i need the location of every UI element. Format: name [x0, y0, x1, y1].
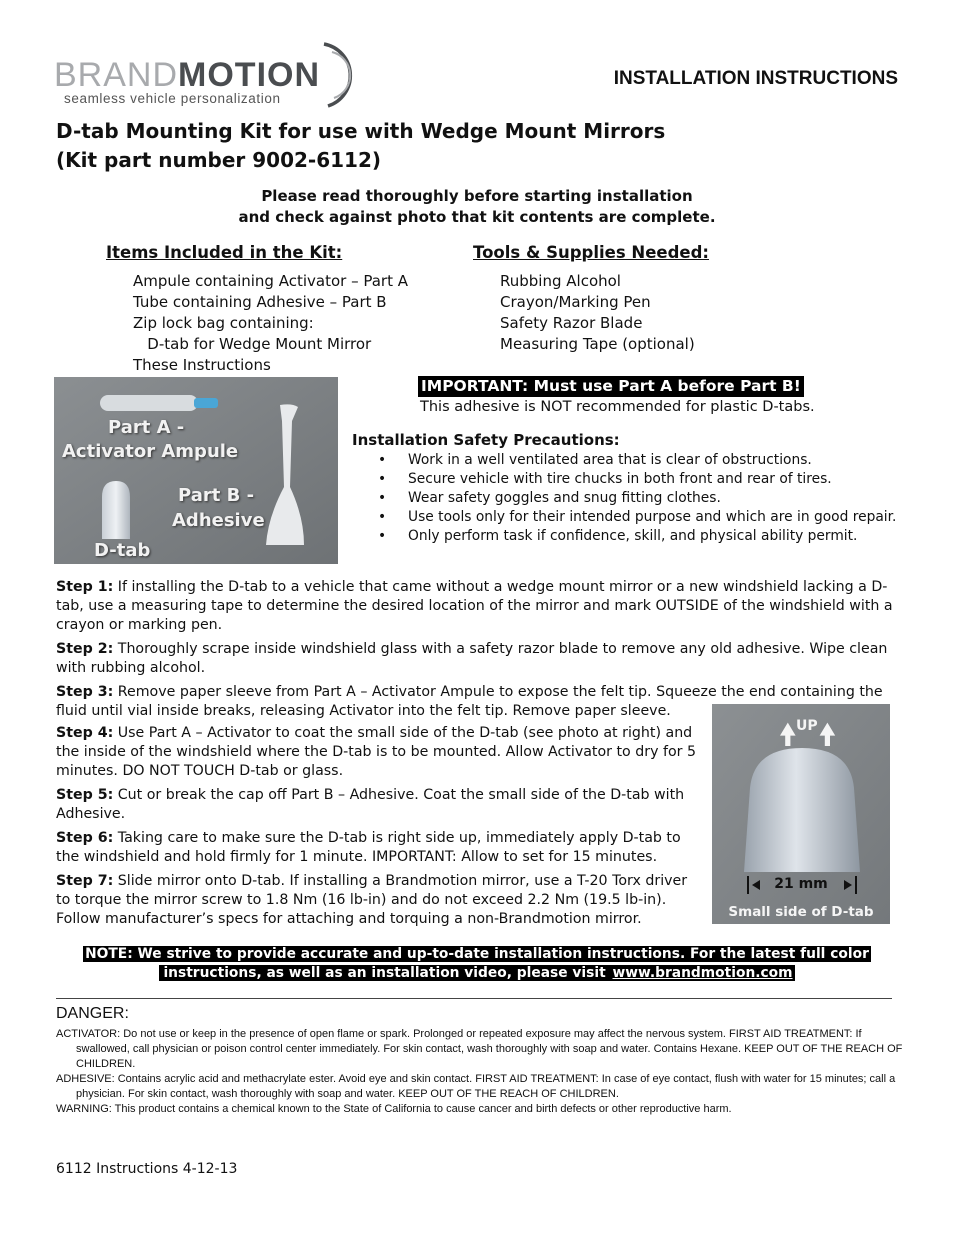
list-item: • Work in a well ventilated area that is clear of obstructions. — [378, 452, 812, 468]
logo-arc-icon — [318, 40, 364, 110]
safety-list — [378, 451, 896, 546]
logo-brand-dark: MOTION — [178, 56, 321, 94]
note-line-2: instructions, as well as an installation video, please visit www.brandmotion.com — [159, 965, 794, 981]
adhesive-warning: ADHESIVE: Contains acrylic acid and methacrylate ester. Avoid eye and skin contact. FIRST AID TREATMENT: In case of eye contact, flush with water for 15 minutes; call a physician. For skin contact, wash thoroughly with soap and water. KEEP OUT OF THE REACH OF CHILDREN. — [56, 1073, 896, 1100]
bullet-icon: • — [378, 471, 387, 487]
part-a-sublabel: Activator Ampule — [62, 441, 239, 462]
list-item: Safety Razor Blade — [500, 314, 643, 332]
list-item: These Instructions — [133, 356, 271, 374]
bullet-icon: • — [378, 452, 387, 468]
california-warning: WARNING: This product contains a chemical known to the State of California to cause cancer and birth defects or other reproductive harm. — [56, 1103, 732, 1115]
danger-heading: DANGER: — [56, 1005, 129, 1022]
part-b-label: Part B - — [178, 485, 255, 506]
brand-logo — [54, 58, 320, 92]
steps-narrow — [56, 724, 698, 934]
bullet-icon: • — [378, 509, 387, 525]
tools-heading: Tools & Supplies Needed: — [473, 243, 710, 262]
bullet-icon: • — [378, 528, 387, 544]
d-tab-label: D-tab — [94, 540, 151, 561]
note-line-1: NOTE: We strive to provide accurate and up-to-date installation instructions. For the latest full color — [85, 946, 869, 962]
step-1: Step 1: If installing the D-tab to a vehicle that came without a wedge mount mirror or a new windshield lacking a D-tab, use a measuring tape to determine the desired location of the mirror and mark OUTSIDE of the windshield with a crayon or marking pen. — [56, 579, 893, 633]
list-item: • Only perform task if confidence, skill, and physical ability permit. — [378, 528, 858, 544]
note-banner — [0, 945, 954, 983]
up-label: UP — [796, 718, 818, 734]
step-2: Step 2: Thoroughly scrape inside windshield glass with a safety razor blade to remove any old adhesive. Wipe clean with rubbing alcohol. — [56, 641, 888, 676]
step-6: Step 6: Taking care to make sure the D-tab is right side up, immediately apply D-tab to the windshield and hold firmly for 1 minute. IMPORTANT: Allow to set for 15 minutes. — [56, 830, 681, 865]
footer-doc-id: 6112 Instructions 4-12-13 — [56, 1161, 238, 1177]
list-item: Zip lock bag containing: — [133, 314, 314, 332]
d-tab-photo — [712, 704, 890, 924]
important-banner: IMPORTANT: Must use Part A before Part B! — [418, 376, 804, 397]
tools-list — [500, 271, 695, 355]
list-item: Rubbing Alcohol — [500, 272, 621, 290]
kit-photo-illustration — [54, 377, 338, 564]
intro-line-2: and check against photo that kit contents are complete. — [238, 208, 716, 226]
doc-type-heading: INSTALLATION INSTRUCTIONS — [613, 68, 898, 89]
logo-brand-light: BRAND — [54, 56, 179, 94]
bullet-icon: • — [378, 490, 387, 506]
list-item: Measuring Tape (optional) — [500, 335, 695, 353]
list-item: Ampule containing Activator – Part A — [133, 272, 408, 290]
activator-warning: ACTIVATOR: Do not use or keep in the presence of open flame or spark. Prolonged or repeated exposure may affect the nervous system. FIRST AID TREATMENT: If swallowed, call physician or poison control center immediately. For skin contact, wash thoroughly with soap and water. Contains Hexane. KEEP OUT OF THE REACH OF CHILDREN. — [56, 1028, 903, 1070]
danger-text — [56, 1027, 906, 1117]
safety-heading: Installation Safety Precautions: — [352, 431, 620, 449]
intro-text — [0, 186, 954, 228]
step-3: Step 3: Remove paper sleeve from Part A – Activator Ampule to expose the felt tip. Squeeze the end containing the fluid until vial inside breaks, releasing Activator into the felt tip. Remove paper sleeve. — [56, 684, 883, 719]
divider — [56, 998, 892, 999]
small-side-caption: Small side of D-tab — [728, 904, 874, 920]
items-list — [133, 271, 408, 376]
kit-contents-photo — [54, 377, 338, 564]
logo-tagline: seamless vehicle personalization — [64, 91, 281, 106]
list-item: D-tab for Wedge Mount Mirror — [133, 335, 372, 353]
step-7: Step 7: Slide mirror onto D-tab. If installing a Brandmotion mirror, use a T-20 Torx driver to torque the mirror screw to 1.8 Nm (16 lb-in) and do not exceed 2.2 Nm (19.5 lb-in). Follow manufacturer’s specs for attaching and torquing a non-Brandmotion mirror. — [56, 873, 688, 927]
list-item: Crayon/Marking Pen — [500, 293, 651, 311]
title-line-1: D-tab Mounting Kit for use with Wedge Mount Mirrors — [56, 119, 666, 143]
width-measurement: 21 mm — [774, 876, 828, 892]
website-link[interactable]: www.brandmotion.com — [612, 965, 793, 981]
intro-line-1: Please read thoroughly before starting installation — [261, 187, 693, 205]
page-title — [56, 117, 665, 175]
list-item: Tube containing Adhesive – Part B — [133, 293, 387, 311]
list-item: • Secure vehicle with tire chucks in both front and rear of tires. — [378, 471, 832, 487]
part-a-label: Part A - — [108, 417, 185, 438]
plastic-warning: This adhesive is NOT recommended for plastic D-tabs. — [420, 399, 815, 415]
step-5: Step 5: Cut or break the cap off Part B – Adhesive. Coat the small side of the D-tab with Adhesive. — [56, 787, 685, 822]
title-line-2: (Kit part number 9002-6112) — [56, 148, 382, 172]
list-item: • Wear safety goggles and snug fitting clothes. — [378, 490, 721, 506]
list-item: • Use tools only for their intended purpose and which are in good repair. — [378, 509, 897, 525]
items-heading: Items Included in the Kit: — [106, 243, 343, 262]
step-4: Step 4: Use Part A – Activator to coat the small side of the D-tab (see photo at right) and the inside of the windshield where the D-tab is to be mounted. Allow Activator to dry for 5 minutes. DO NOT TOUCH D-tab or glass. — [56, 725, 697, 779]
part-b-sublabel: Adhesive — [172, 510, 265, 531]
